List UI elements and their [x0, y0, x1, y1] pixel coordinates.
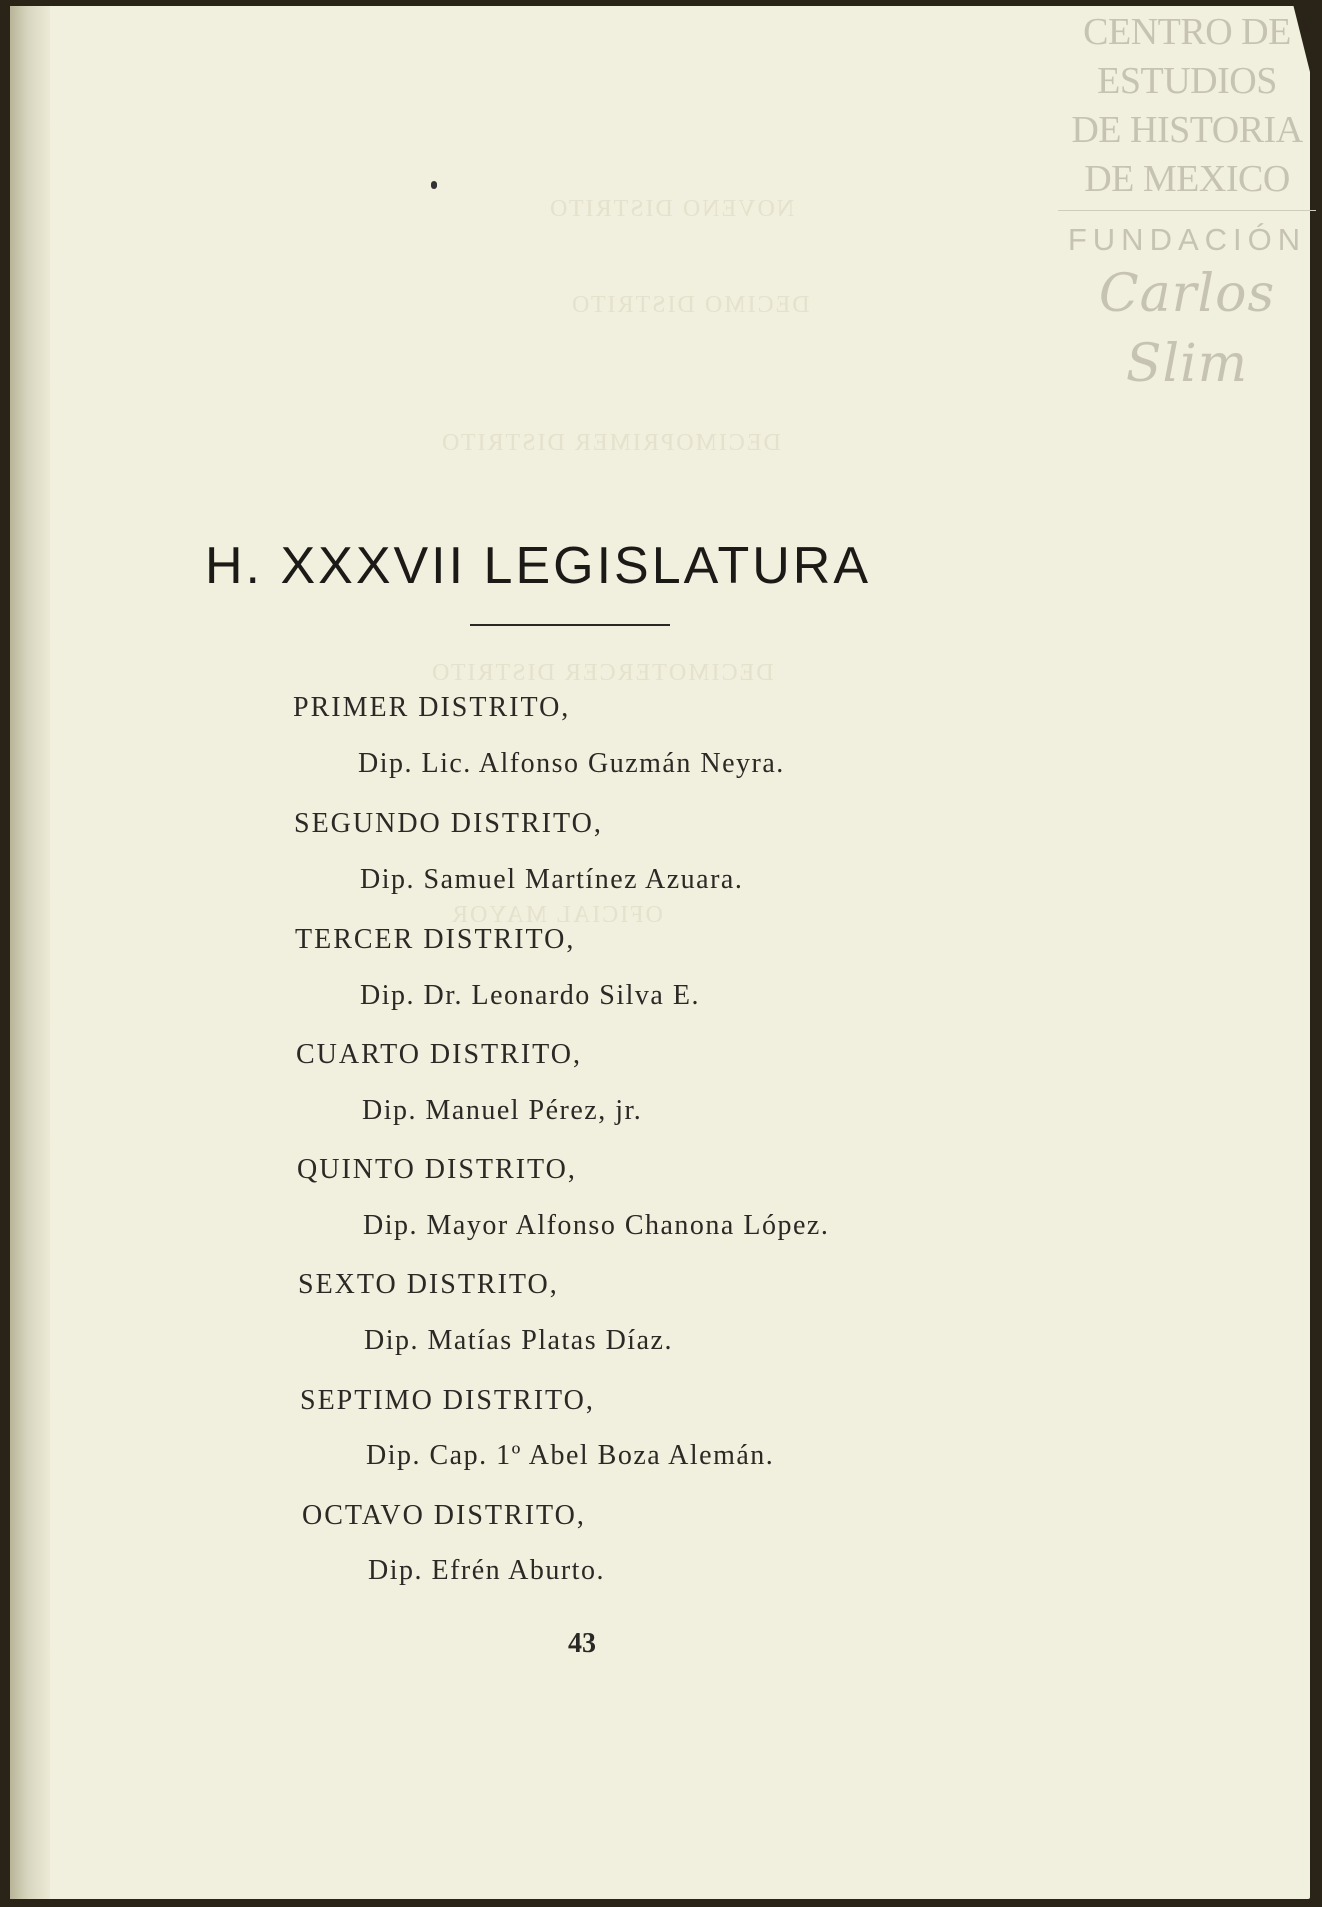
- watermark-divider: [1058, 210, 1316, 211]
- bleed-through-text: DECIMOTERCER DISTRITO: [430, 660, 774, 686]
- watermark-line: CENTRO DE: [1083, 11, 1291, 53]
- watermark-foundation: FUNDACIÓN: [1067, 222, 1307, 257]
- deputy-name: Dip. Matías Platas Díaz.: [364, 1325, 673, 1356]
- district-heading: SEGUNDO DISTRITO,: [294, 808, 603, 839]
- bleed-through-text: DECIMO DISTRITO: [570, 292, 810, 318]
- district-heading: OCTAVO DISTRITO,: [302, 1500, 586, 1531]
- deputy-name: Dip. Mayor Alfonso Chanona López.: [363, 1210, 830, 1241]
- district-heading: PRIMER DISTRITO,: [293, 692, 571, 723]
- district-heading: SEXTO DISTRITO,: [298, 1269, 559, 1300]
- deputy-name: Dip. Cap. 1º Abel Boza Alemán.: [366, 1440, 775, 1471]
- page-title: H. XXXVII LEGISLATURA: [205, 537, 872, 595]
- watermark-line: ESTUDIOS: [1097, 60, 1277, 102]
- book-spine-shadow: [10, 6, 50, 1899]
- deputy-name: Dip. Manuel Pérez, jr.: [362, 1095, 643, 1126]
- watermark-signature: Carlos Slim: [1098, 264, 1276, 394]
- district-heading: CUARTO DISTRITO,: [296, 1039, 582, 1070]
- title-underline: [470, 624, 670, 626]
- deputy-name: Dip. Samuel Martínez Azuara.: [360, 864, 744, 895]
- deputy-name: Dip. Dr. Leonardo Silva E.: [360, 980, 700, 1011]
- bleed-through-text: NOVENO DISTRITO: [548, 196, 795, 222]
- bleed-through-text: OFICIAL MAYOR: [450, 902, 663, 928]
- district-heading: TERCER DISTRITO,: [295, 924, 576, 955]
- watermark-line: DE MEXICO: [1084, 158, 1290, 200]
- watermark-line: DE HISTORIA: [1071, 109, 1303, 151]
- deputy-name: Dip. Lic. Alfonso Guzmán Neyra.: [358, 748, 785, 779]
- deputy-name: Dip. Efrén Aburto.: [368, 1555, 605, 1586]
- district-heading: QUINTO DISTRITO,: [297, 1154, 577, 1185]
- archive-watermark: [1058, 8, 1316, 399]
- page-number: 43: [568, 1628, 596, 1659]
- bleed-through-text: DECIMOPRIMER DISTRITO: [440, 430, 781, 456]
- district-heading: SEPTIMO DISTRITO,: [300, 1385, 595, 1416]
- ink-speck: [431, 181, 437, 189]
